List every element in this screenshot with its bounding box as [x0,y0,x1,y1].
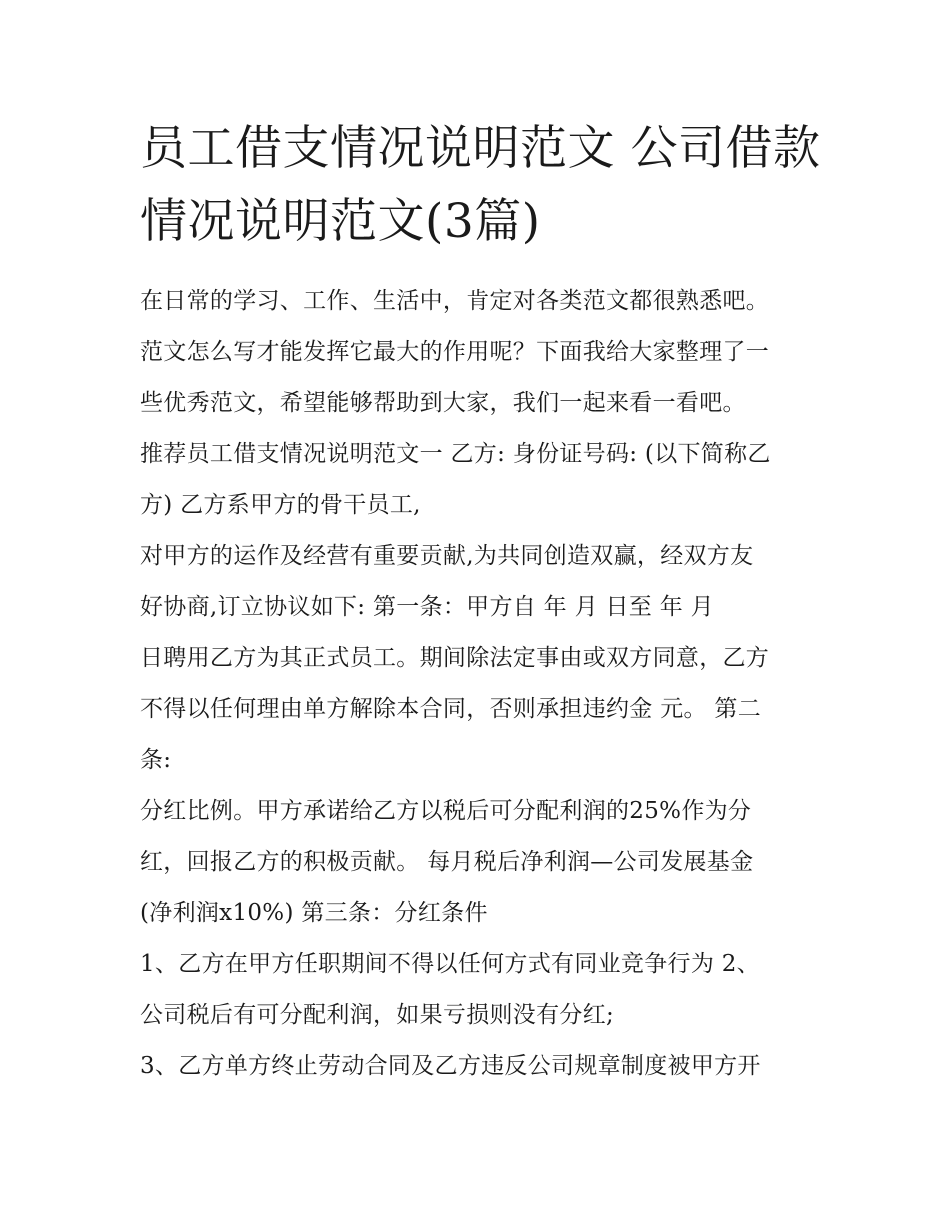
document-title: 员工借支情况说明范文 公司借款情况说明范文(3篇) [140,121,821,249]
body-line: 公司税后有可分配利润，如果亏损则没有分红; [140,1002,615,1028]
body-line: 推荐员工借支情况说明范文一 乙方: 身份证号码: (以下简称乙 [140,441,771,467]
body-line: 1、乙方在甲方任职期间不得以任何方式有同业竞争行为 2、 [140,951,760,977]
body-line: 在日常的学习、工作、生活中，肯定对各类范文都很熟悉吧。 [140,288,770,314]
body-line: 对甲方的运作及经营有重要贡献,为共同创造双赢，经双方友 [140,543,754,569]
body-line: 条: [140,747,172,773]
body-line: 分红比例。甲方承诺给乙方以税后可分配利润的25%作为分 [140,798,752,824]
document-body [140,276,830,1092]
body-line: 3、乙方单方终止劳动合同及乙方违反公司规章制度被甲方开 [140,1053,761,1079]
body-line: (净利润x10%) 第三条：分红条件 [140,900,488,926]
body-line: 些优秀范文，希望能够帮助到大家，我们一起来看一看吧。 [140,390,746,416]
body-line: 范文怎么写才能发挥它最大的作用呢？下面我给大家整理了一 [140,339,770,365]
body-line: 日聘用乙方为其正式员工。期间除法定事由或双方同意，乙方 [140,645,770,671]
body-line: 方) 乙方系甲方的骨干员工, [140,492,421,518]
body-line: 红，回报乙方的积极贡献。 每月税后净利润—公司发展基金 [140,849,754,875]
body-line: 不得以任何理由单方解除本合同，否则承担违约金 元。 第二 [140,696,762,722]
body-line: 好协商,订立协议如下: 第一条：甲方自 年 月 日至 年 月 [140,594,714,620]
